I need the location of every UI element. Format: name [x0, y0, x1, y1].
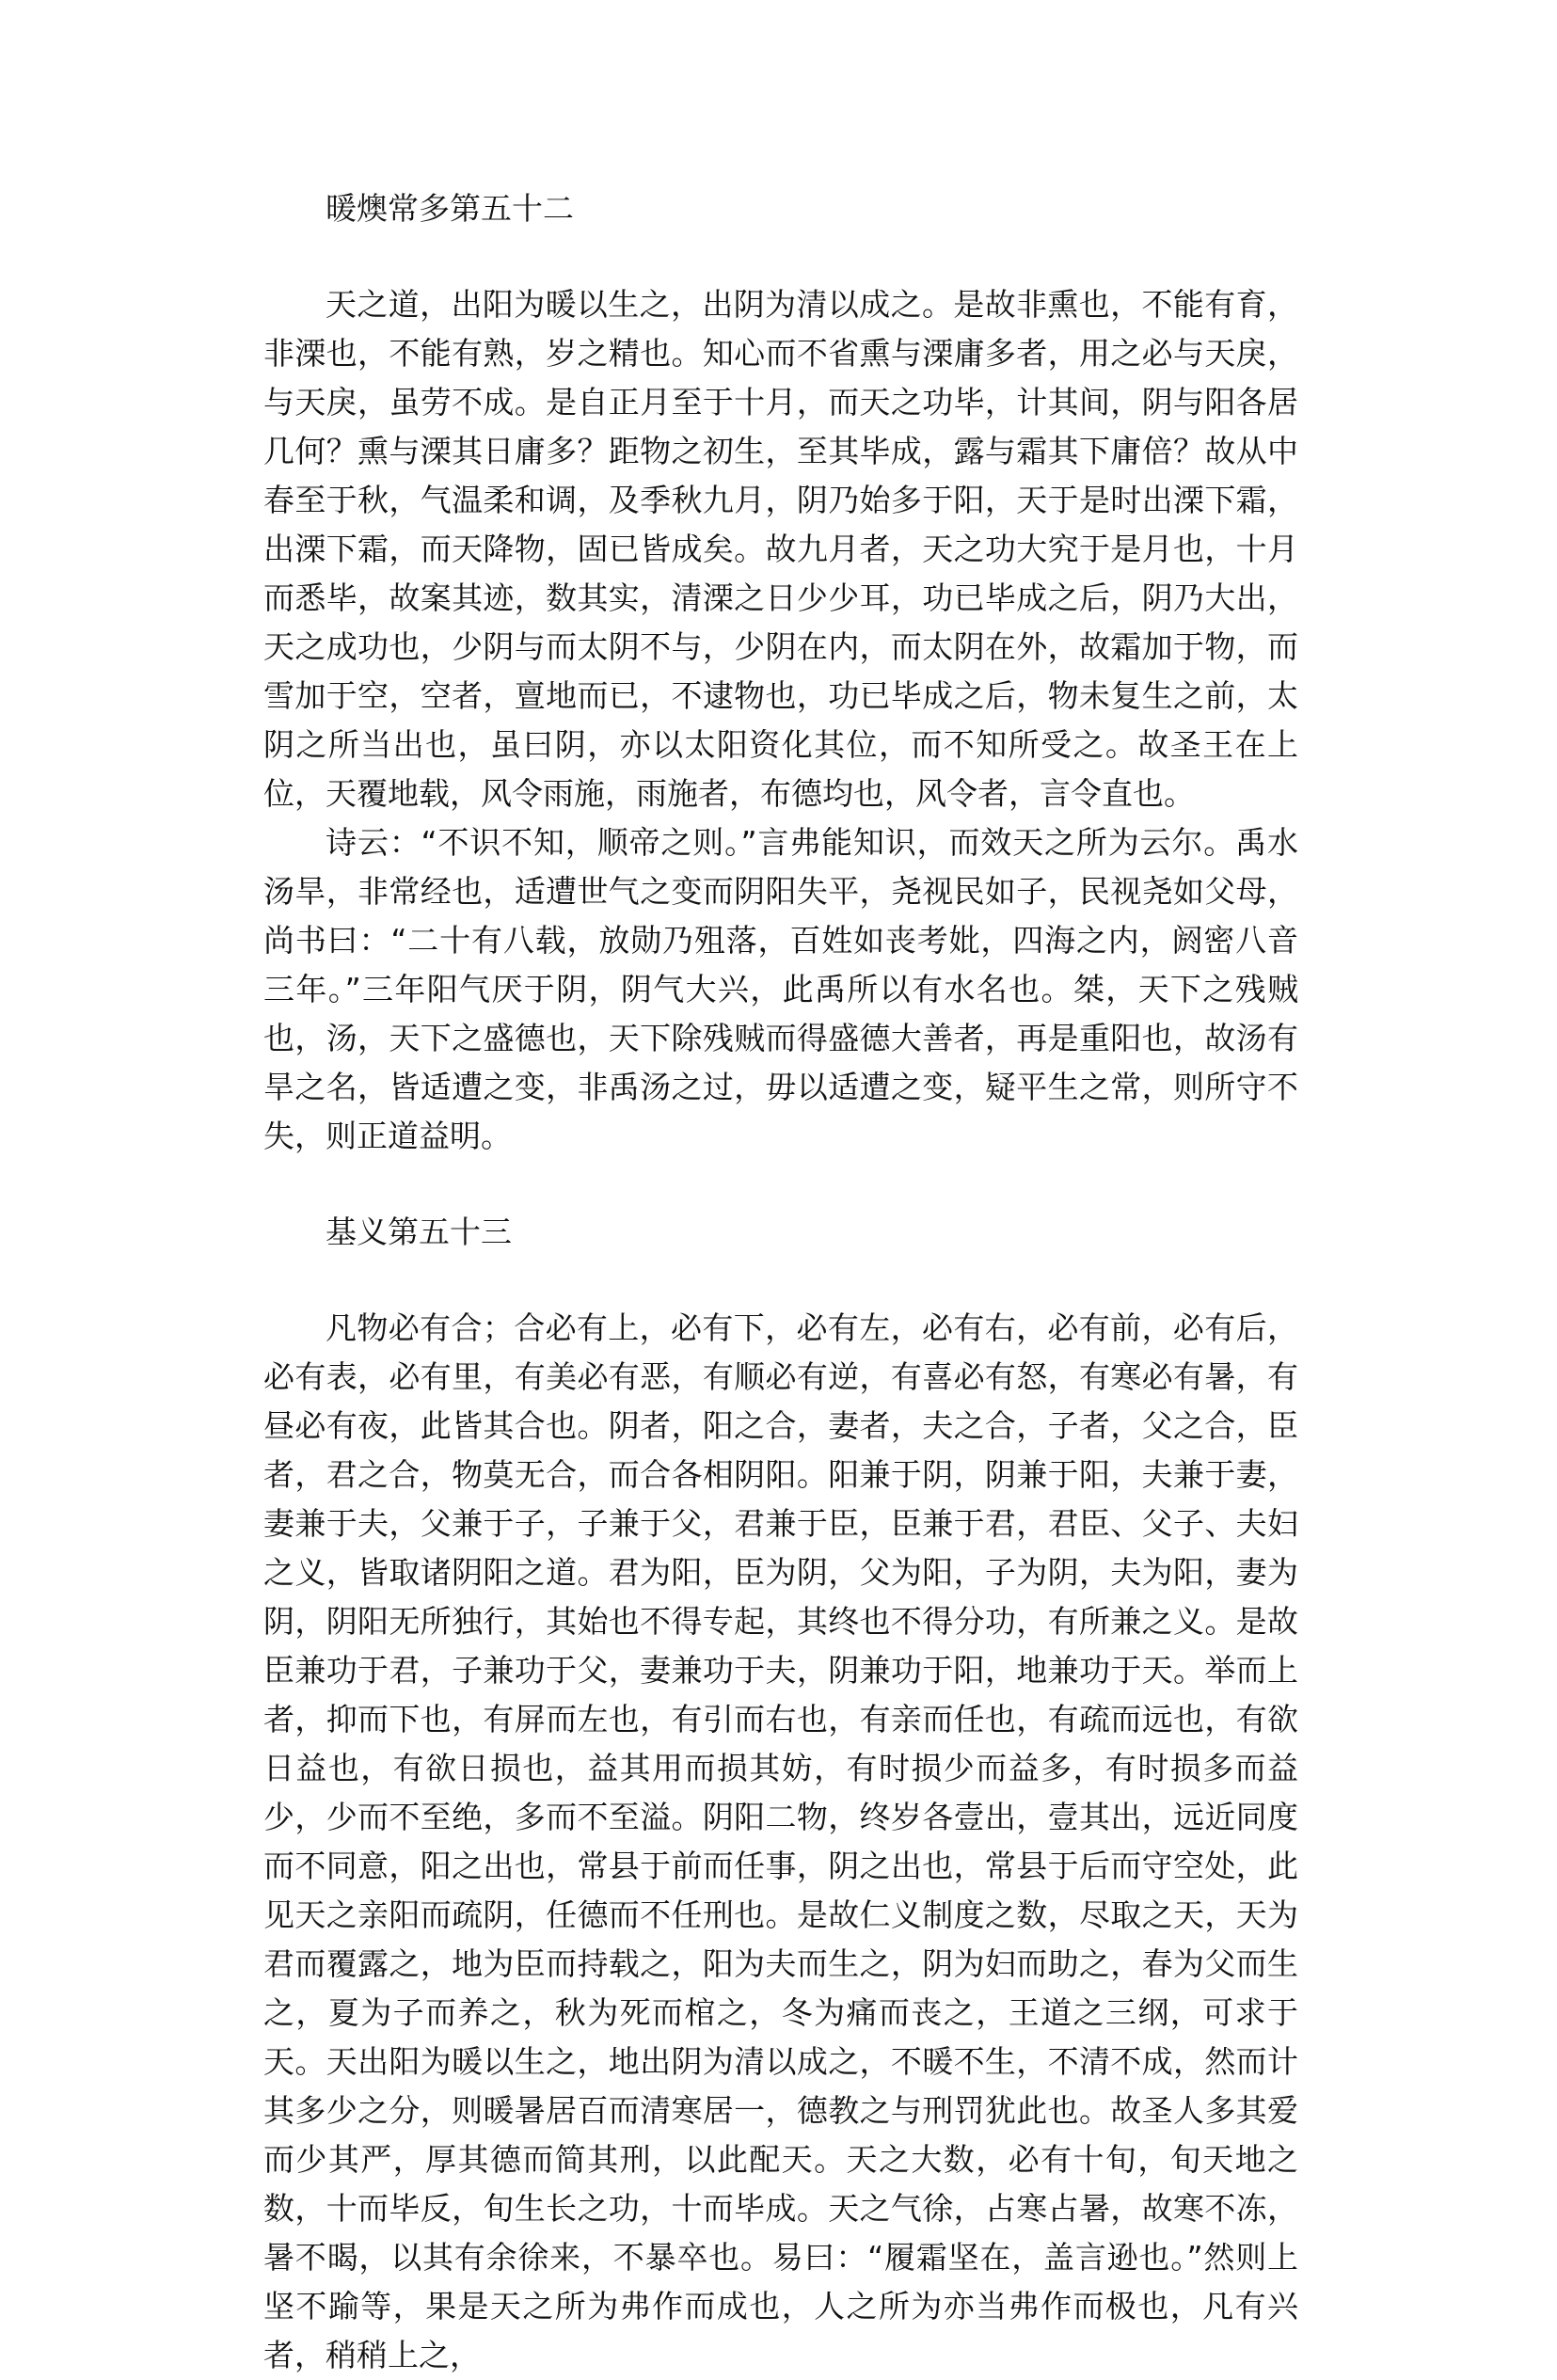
- spacer: [263, 1161, 1298, 1208]
- spacer: [263, 1257, 1298, 1304]
- document-page: [263, 184, 1298, 2380]
- section-heading: 基义第五十三: [326, 1214, 512, 1250]
- paragraph: 天之道，出阳为暖以生之，出阴为清以成之。是故非熏也，不能有育，非溧也，不能有熟，岁之精也。知心而不省熏与溧庸多者，用之必与天戾，与天戾，虽劳不成。是自正月至于十月，而天之功毕，计其间，阴与阳各居几何？熏与溧其日庸多？距物之初生，至其毕成，露与霜其下庸倍？故从中春至于秋，气温柔和调，及季秋九月，阴乃始多于阳，天于是时出溧下霜，出溧下霜，而天降物，固已皆成矣。故九月者，天之功大究于是月也，十月而悉毕，故案其迹，数其实，清溧之日少少耳，功已毕成之后，阴乃大出，天之成功也，少阴与而太阴不与，少阴在内，而太阴在外，故霜加于物，而雪加于空，空者，亶地而已，不逮物也，功已毕成之后，物未复生之前，太阴之所当出也，虽曰阴，亦以太阳资化其位，而不知所受之。故圣王在上位，天覆地载，风令雨施，雨施者，布德均也，风令者，言令直也。: [263, 286, 1298, 812]
- paragraph: 诗云：“不识不知，顺帝之则。”言弗能知识，而效天之所为云尔。禹水汤旱，非常经也，适遭世气之变而阴阳失平，尧视民如子，民视尧如父母，尚书曰：“二十有八载，放勋乃殂落，百姓如丧考妣，四海之内，阏密八音三年。”三年阳气厌于阴，阴气大兴，此禹所以有水名也。桀，天下之残贼也，汤，天下之盛德也，天下除残贼而得盛德大善者，再是重阳也，故汤有旱之名，皆适遭之变，非禹汤之过，毋以适遭之变，疑平生之常，则所守不失，则正道益明。: [263, 824, 1298, 1154]
- section-heading: 暖燠常多第五十二: [326, 190, 574, 227]
- paragraph: 凡物必有合；合必有上，必有下，必有左，必有右，必有前，必有后，必有表，必有里，有美必有恶，有顺必有逆，有喜必有怒，有寒必有暑，有昼必有夜，此皆其合也。阴者，阳之合，妻者，夫之合，子者，父之合，臣者，君之合，物莫无合，而合各相阴阳。阳兼于阴，阴兼于阳，夫兼于妻，妻兼于夫，父兼于子，子兼于父，君兼于臣，臣兼于君，君臣、父子、夫妇之义，皆取诸阴阳之道。君为阳，臣为阴，父为阳，子为阴，夫为阳，妻为阴，阴阳无所独行，其始也不得专起，其终也不得分功，有所兼之义。是故臣兼功于君，子兼功于父，妻兼功于夫，阴兼功于阳，地兼功于天。举而上者，抑而下也，有屏而左也，有引而右也，有亲而任也，有疏而远也，有欲日益也，有欲日损也，益其用而损其妨，有时损少而益多，有时损多而益少，少而不至绝，多而不至溢。阴阳二物，终岁各壹出，壹其出，远近同度而不同意，阳之出也，常县于前而任事，阴之出也，常县于后而守空处，此见天之亲阳而疏阴，任德而不任刑也。是故仁义制度之数，尽取之天，天为君而覆露之，地为臣而持载之，阳为夫而生之，阴为妇而助之，春为父而生之，夏为子而养之，秋为死而棺之，冬为痛而丧之，王道之三纲，可求于天。天出阳为暖以生之，地出阴为清以成之，不暖不生，不清不成，然而计其多少之分，则暖暑居百而清寒居一，德教之与刑罚犹此也。故圣人多其爱而少其严，厚其德而简其刑，以此配天。天之大数，必有十旬，旬天地之数，十而毕反，旬生长之功，十而毕成。天之气徐，占寒占暑，故寒不冻，暑不暍，以其有余徐来，不暴卒也。易曰：“履霜坚在，盖言逊也。”然则上坚不踰等，果是天之所为弗作而成也，人之所为亦当弗作而极也，凡有兴者，稍稍上之，: [263, 1309, 1298, 2373]
- spacer: [263, 233, 1298, 280]
